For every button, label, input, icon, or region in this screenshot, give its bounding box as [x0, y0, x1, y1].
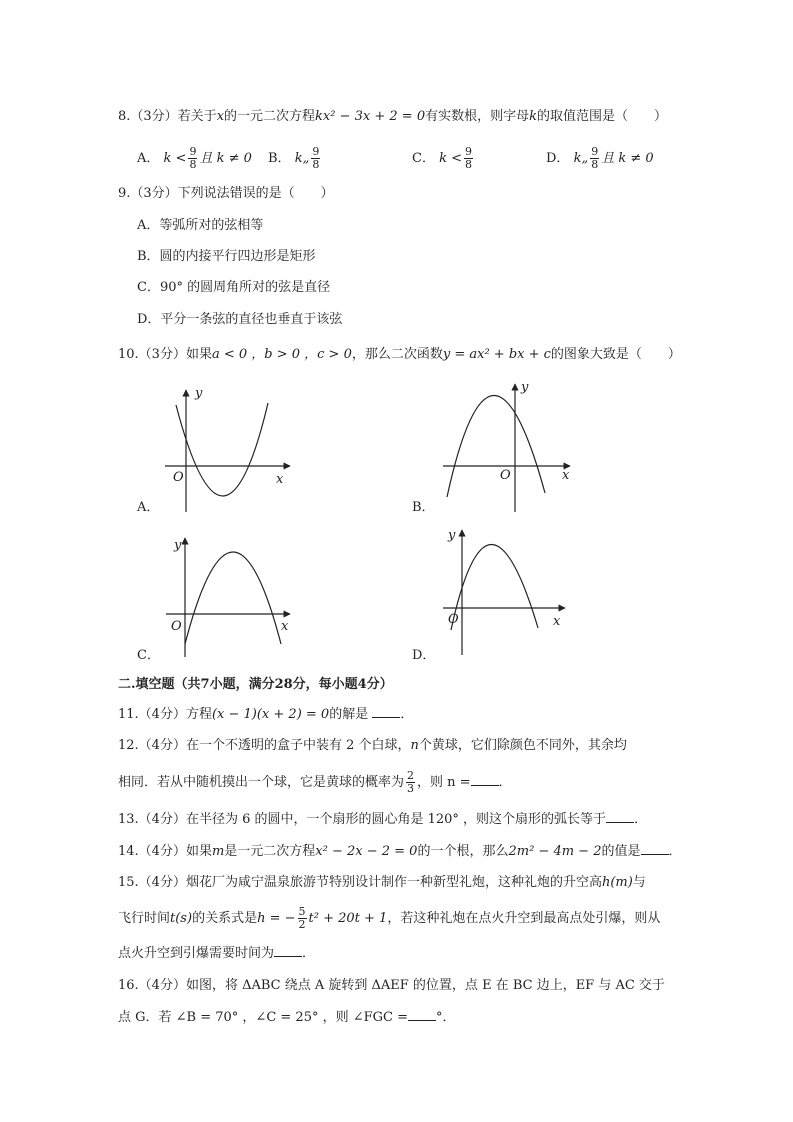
graph-d-y-label: y — [448, 528, 456, 543]
question-12-line1: 12.（4分）在一个不透明的盒子中装有 2 个白球，n个黄球，它们除颜色不同外，其余均 — [118, 738, 627, 753]
graph-a-parabola — [176, 403, 268, 496]
question-9-stem: 9.（3分）下列说法错误的是（ ） — [118, 186, 334, 201]
graph-c — [166, 538, 290, 657]
graph-c-y-label: y — [174, 538, 182, 553]
graph-c-parabola — [185, 552, 281, 644]
q10-option-a[interactable]: A． — [137, 500, 160, 515]
graph-d-x-label: x — [553, 614, 561, 629]
graph-d-origin: O — [448, 612, 459, 627]
graph-b-origin: O — [500, 468, 511, 483]
q10-option-b[interactable]: B． — [412, 500, 435, 515]
graph-b-x-label: x — [562, 468, 570, 483]
q15-answer-blank[interactable] — [274, 944, 302, 957]
q13-answer-blank[interactable] — [606, 810, 634, 823]
q10-option-d[interactable]: D． — [412, 648, 436, 663]
question-16-line1: 16.（4分）如图，将 ΔABC 绕点 A 旋转到 ΔAEF 的位置，点 E 在 BC 边上，EF 与 AC 交于 — [118, 978, 665, 993]
question-10-stem: 10.（3分）如果a < 0 ，b > 0 ，c > 0，那么二次函数y = ax² + bx + c的图象大致是（ ） — [118, 347, 681, 362]
q9-option-c[interactable]: C．90° 的圆周角所对的弦是直径 — [137, 280, 331, 295]
q8-option-d[interactable]: D． k„ $\frac{9}{8}$ 且 k ≠ 0 — [546, 145, 654, 171]
question-14: 14.（4分）如果m是一元二次方程x² − 2x − 2 = 0的一个根，那么2m² − 4m − 2的值是 ． — [118, 844, 682, 859]
graph-c-x-label: x — [281, 619, 289, 634]
graph-b-parabola — [447, 395, 545, 497]
graph-a-origin: O — [173, 470, 184, 485]
q9-option-b[interactable]: B．圆的内接平行四边形是矩形 — [137, 249, 316, 264]
graph-c-origin: O — [171, 619, 182, 634]
graph-a-y-label: y — [195, 386, 203, 401]
q16-answer-blank[interactable] — [408, 1008, 436, 1021]
q8-option-c[interactable]: C． k < $\frac{9}{8}$ — [412, 145, 472, 171]
question-12-line2: 相同．若从中随机摸出一个球，它是黄球的概率为 $\frac{2}{3}$ ，则 n = ． — [118, 769, 512, 795]
q11-answer-blank[interactable] — [372, 705, 400, 718]
graph-b-y-label: y — [521, 380, 529, 395]
graph-d — [443, 530, 565, 655]
question-16-line2: 点 G．若 ∠B = 70° ，∠C = 25° ，则 ∠FGC = °． — [118, 1010, 456, 1025]
question-15-line2: 飞行时间t(s)的关系式是h = − $\frac{5}{2}$ t² + 20t + 1，若这种礼炮在点火升空到最高点处引爆，则从 — [118, 905, 661, 931]
question-8-stem: 8.（3分）若关于x的一元二次方程kx² − 3x + 2 = 0有实数根，则字母k的取值范围是（ ） — [118, 109, 668, 124]
section-heading: 二.填空题（共7小题，满分28分，每小题4分） — [118, 677, 393, 692]
q9-option-d[interactable]: D．平分一条弦的直径也垂直于该弦 — [137, 312, 343, 327]
question-11: 11.（4分）方程(x − 1)(x + 2) = 0的解是 ． — [118, 707, 414, 722]
q9-option-a[interactable]: A．等弧所对的弦相等 — [137, 218, 264, 233]
q8-option-a[interactable]: A． k < $\frac{9}{8}$ 且 k ≠ 0 — [137, 145, 252, 171]
graph-b — [443, 384, 570, 512]
question-13: 13.（4分）在半径为 6 的圆中，一个扇形的圆心角是 120° ，则这个扇形的弧长等于 ． — [118, 812, 648, 827]
graph-a — [165, 390, 290, 512]
graph-a-x-label: x — [276, 472, 284, 487]
question-15-line1: 15.（4分）烟花厂为咸宁温泉旅游节特别设计制作一种新型礼炮，这种礼炮的升空高h(m)与 — [118, 875, 646, 890]
graph-d-parabola — [451, 544, 538, 630]
question-15-line3: 点火升空到引爆需要时间为 ． — [118, 946, 316, 961]
q10-option-c[interactable]: C． — [137, 648, 160, 663]
q12-answer-blank[interactable] — [471, 773, 499, 786]
q14-answer-blank[interactable] — [641, 842, 669, 855]
q8-option-b[interactable]: B． k„ $\frac{9}{8}$ — [268, 145, 320, 171]
